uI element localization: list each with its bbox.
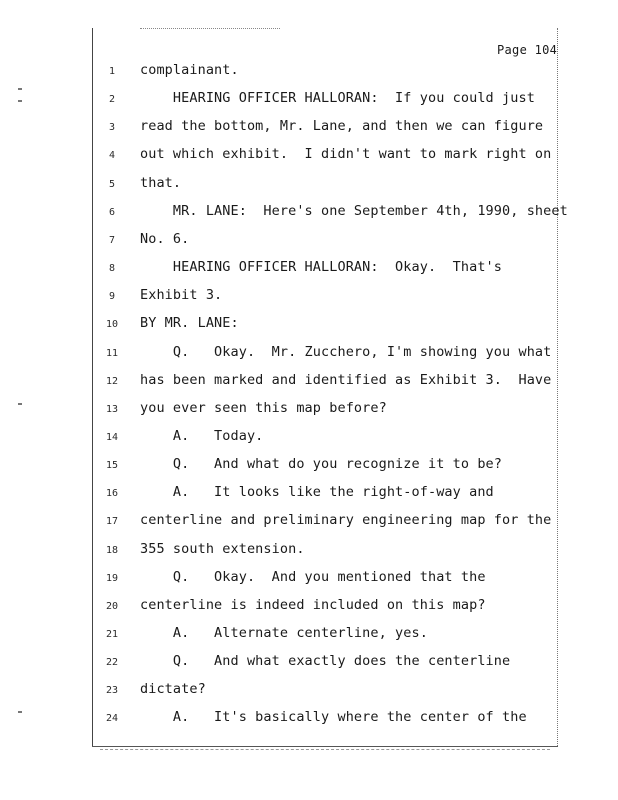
transcript-line — [0, 400, 618, 420]
transcript-line — [0, 541, 618, 561]
transcript-line — [0, 175, 618, 195]
line-number: 13 — [105, 403, 119, 415]
line-number: 14 — [105, 431, 119, 443]
line-number: 2 — [108, 94, 116, 106]
line-number: 8 — [108, 263, 116, 274]
line-number: 21 — [105, 629, 119, 640]
top-border — [140, 28, 280, 29]
line-text: A. It looks like the right-of-way and — [140, 484, 494, 501]
line-text: Exhibit 3. — [140, 287, 223, 304]
line-number: 11 — [105, 347, 119, 359]
line-text: MR. LANE: Here's one September 4th, 1990, sheet — [140, 202, 568, 219]
transcript-line — [0, 287, 618, 307]
transcript-line — [0, 372, 618, 392]
transcript-line — [0, 456, 618, 476]
line-text: Q. And what exactly does the centerline — [140, 653, 511, 670]
line-number: 3 — [108, 122, 116, 134]
transcript-line — [0, 90, 618, 110]
line-text: BY MR. LANE: — [140, 315, 239, 332]
line-text: 355 south extension. — [140, 540, 305, 557]
line-number: 12 — [105, 375, 119, 387]
line-text: Q. Okay. Mr. Zucchero, I'm showing you what — [140, 343, 552, 360]
line-number: 20 — [105, 600, 119, 612]
transcript-line — [0, 146, 618, 166]
transcript-line — [0, 597, 618, 617]
transcript-line — [0, 118, 618, 138]
bottom-scan-noise — [100, 749, 550, 750]
line-text: you ever seen this map before? — [140, 399, 387, 416]
line-text: HEARING OFFICER HALLORAN: If you could just — [140, 90, 535, 107]
line-number: 7 — [108, 234, 116, 246]
line-text: A. Alternate centerline, yes. — [140, 625, 428, 641]
transcript-line — [0, 231, 618, 251]
transcript-line — [0, 203, 618, 223]
line-text: Q. Okay. And you mentioned that the — [140, 568, 486, 585]
line-number: 5 — [108, 178, 116, 190]
line-text: No. 6. — [140, 230, 190, 247]
transcript-line — [0, 484, 618, 504]
transcript-line — [0, 569, 618, 589]
line-text: A. It's basically where the center of the — [140, 709, 527, 726]
transcript-line — [0, 681, 618, 701]
line-number: 24 — [105, 713, 119, 725]
line-text: HEARING OFFICER HALLORAN: Okay. That's — [140, 259, 503, 275]
line-number: 15 — [105, 460, 119, 472]
transcript-line — [0, 709, 618, 729]
line-text: complainant. — [140, 62, 239, 78]
line-number: 18 — [105, 544, 119, 556]
line-number: 19 — [105, 572, 119, 584]
transcript-line — [0, 653, 618, 673]
transcript-line — [0, 512, 618, 532]
line-text: Q. And what do you recognize it to be? — [140, 456, 503, 473]
line-number: 6 — [108, 206, 116, 218]
page-number: Page 104 — [497, 43, 558, 57]
line-number: 9 — [108, 291, 116, 303]
line-number: 16 — [105, 488, 119, 500]
transcript-line — [0, 62, 618, 82]
transcript-line — [0, 344, 618, 364]
line-text: centerline is indeed included on this map? — [140, 596, 486, 613]
line-text: that. — [140, 174, 182, 191]
transcript-line — [0, 428, 618, 448]
line-text: A. Today. — [140, 427, 264, 444]
transcript-line — [0, 315, 618, 335]
line-text: out which exhibit. I didn't want to mark right on — [140, 146, 552, 163]
line-text: read the bottom, Mr. Lane, and then we can figure — [140, 118, 544, 135]
line-number: 4 — [108, 150, 116, 162]
line-text: has been marked and identified as Exhibit 3. Have — [140, 371, 552, 388]
line-number: 17 — [105, 516, 119, 528]
line-number: 10 — [105, 319, 119, 331]
line-number: 23 — [105, 685, 119, 697]
line-text: dictate? — [140, 681, 206, 698]
transcript-line — [0, 625, 618, 645]
line-number: 22 — [105, 657, 119, 669]
line-number: 1 — [108, 66, 116, 77]
bottom-border — [92, 746, 558, 747]
transcript-line — [0, 259, 618, 279]
line-text: centerline and preliminary engineering map for the — [140, 512, 552, 529]
